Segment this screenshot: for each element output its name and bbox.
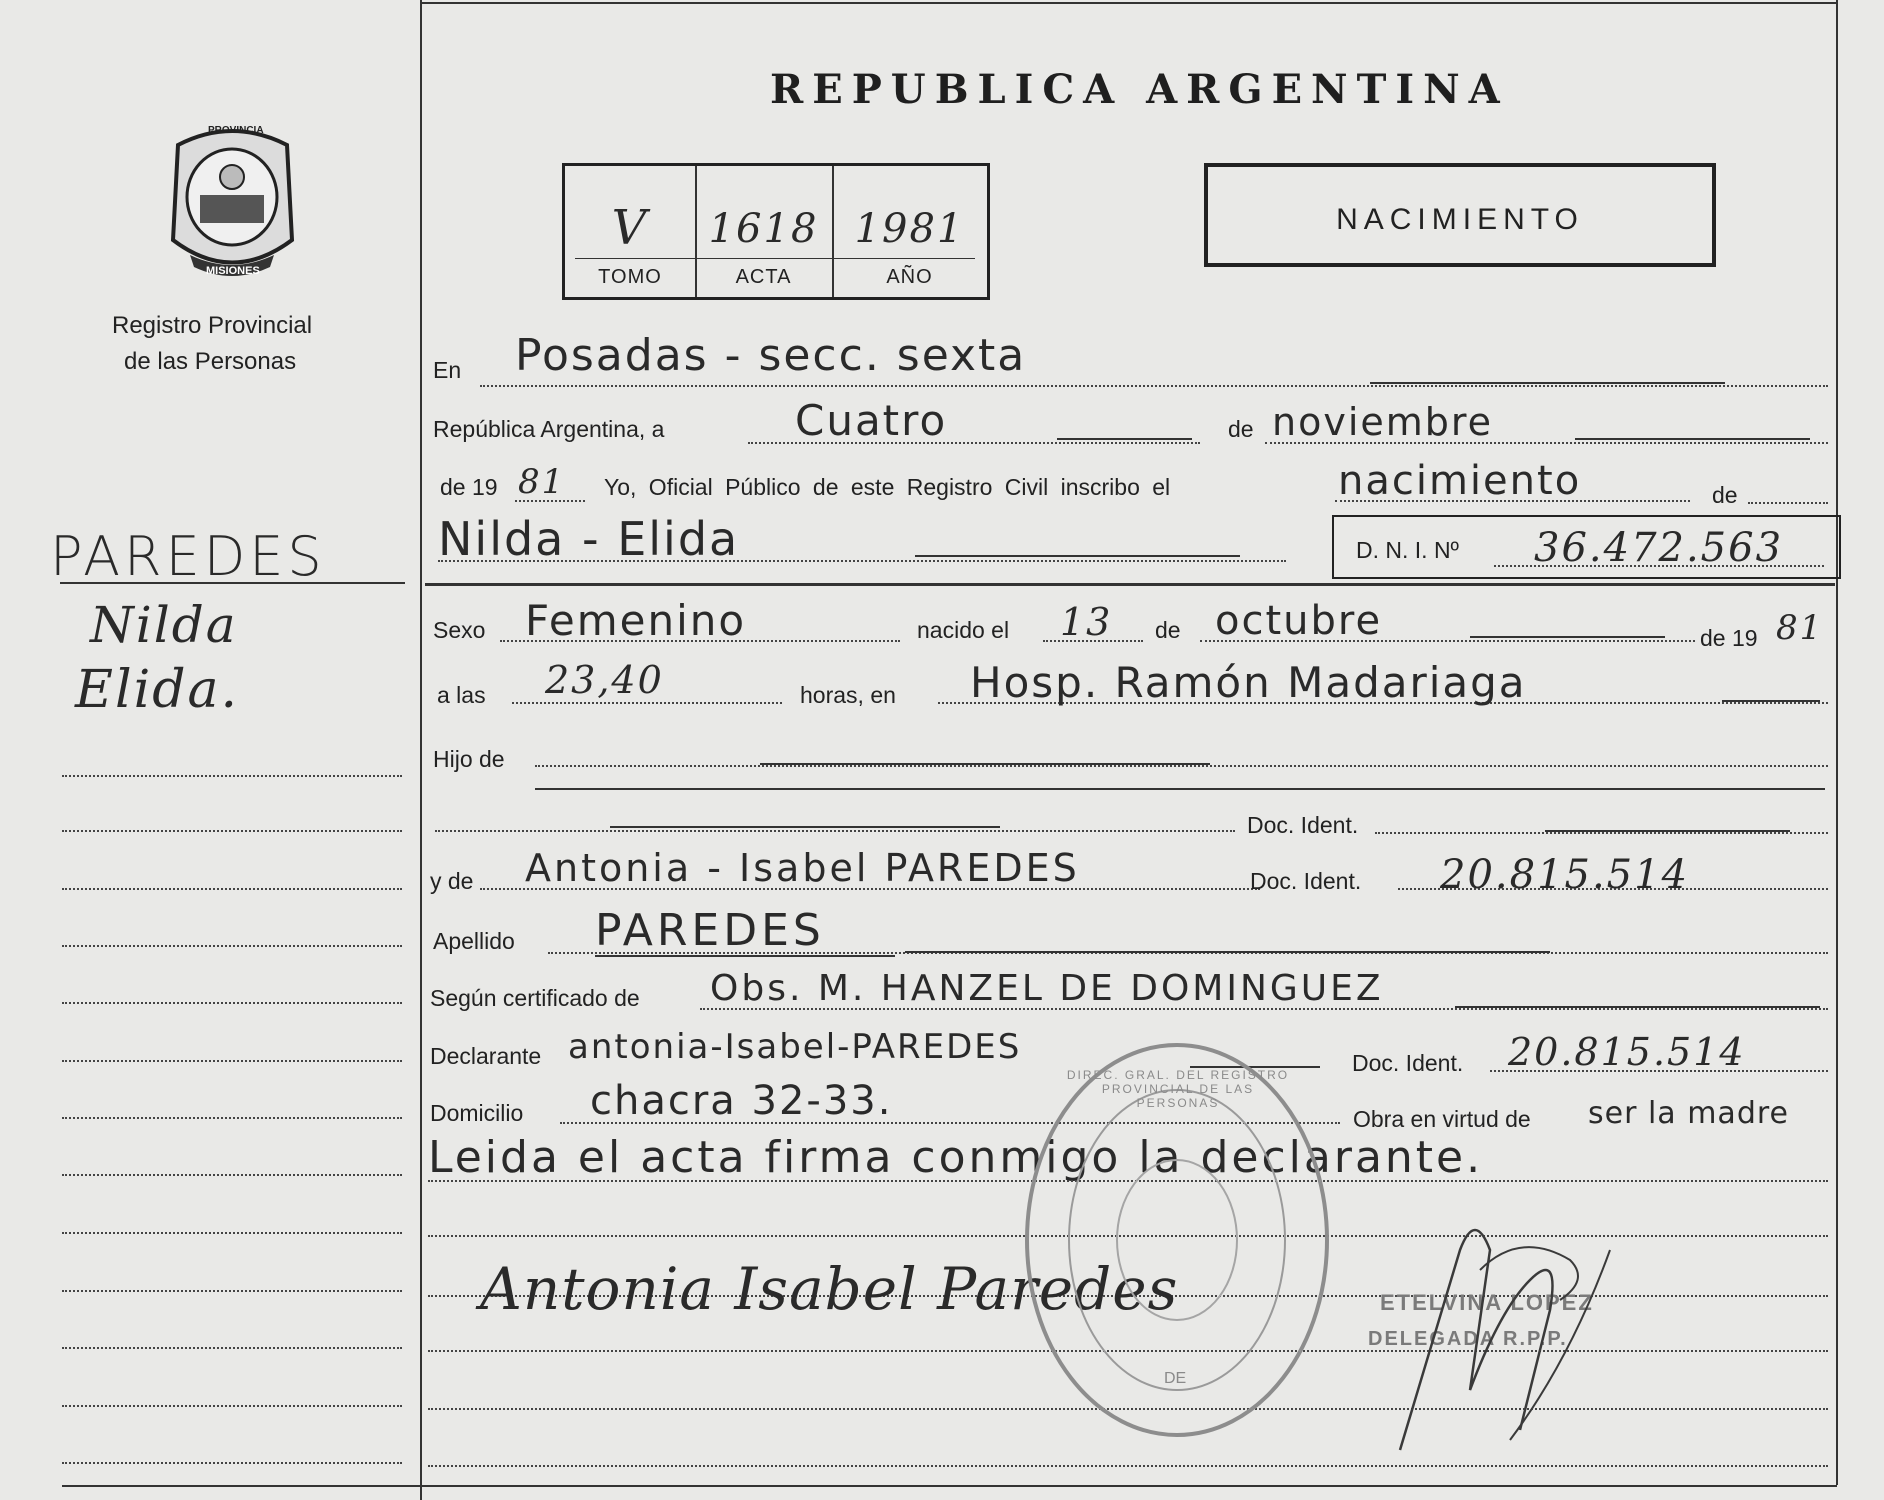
official-title-stamp: DELEGADA R.P.P. bbox=[1368, 1328, 1568, 1350]
declarante-label: Declarante bbox=[430, 1043, 542, 1069]
margin-line bbox=[62, 1347, 402, 1349]
margin-line bbox=[62, 1117, 402, 1119]
margin-line bbox=[62, 888, 402, 890]
obra-label: Obra en virtud de bbox=[1353, 1106, 1531, 1132]
domicilio-value: chacra 32-33. bbox=[590, 1078, 893, 1124]
nombre-line bbox=[438, 560, 1286, 562]
sexo-value: Femenino bbox=[525, 596, 747, 645]
de19-label: de 19 bbox=[440, 474, 498, 500]
dia-dash bbox=[1057, 438, 1192, 440]
mes-dash bbox=[1575, 438, 1810, 440]
hijo-line bbox=[535, 765, 1828, 767]
official-signature bbox=[1360, 1190, 1660, 1460]
anio-handwritten: 81 bbox=[518, 462, 566, 502]
registry-name-line2: de las Personas bbox=[124, 348, 297, 375]
nacido-dia: 13 bbox=[1060, 600, 1113, 644]
dni-box bbox=[1332, 515, 1841, 579]
left-margin-divider bbox=[420, 0, 422, 1500]
margin-line bbox=[62, 945, 402, 947]
apellido-dash bbox=[905, 951, 1550, 953]
anio-label: AÑO bbox=[886, 266, 933, 288]
en-line bbox=[480, 385, 1828, 387]
en-label: En bbox=[433, 357, 462, 383]
certificado-value: Obs. M. HANZEL DE DOMINGUEZ bbox=[710, 968, 1384, 1009]
hijo-rule bbox=[535, 788, 1825, 790]
margin-line bbox=[62, 830, 402, 832]
margin-line bbox=[62, 1405, 402, 1407]
de-label: de bbox=[1228, 416, 1254, 442]
apellido-label: Apellido bbox=[433, 928, 515, 954]
declarante-value: antonia-Isabel-PAREDES bbox=[568, 1027, 1022, 1067]
ref-rule bbox=[575, 258, 975, 259]
de19-label2: de 19 bbox=[1700, 625, 1758, 651]
lugar-value: Hosp. Ramón Madariaga bbox=[970, 658, 1527, 707]
de2-line bbox=[1748, 502, 1828, 504]
tomo-value: V bbox=[611, 200, 649, 256]
round-official-stamp bbox=[1022, 1040, 1332, 1440]
inscribo-text: Yo, Oficial Público de este Registro Civil inscribo el bbox=[604, 474, 1171, 500]
doc-ident-label: Doc. Ident. bbox=[1247, 812, 1359, 838]
country-title: REPUBLICA ARGENTINA bbox=[770, 66, 1509, 113]
hijo-label: Hijo de bbox=[433, 746, 505, 772]
official-name-stamp: ETELVINA LOPEZ bbox=[1380, 1290, 1594, 1315]
declarant-signature: Antonia Isabel Paredes bbox=[480, 1255, 1179, 1323]
seal-text-bottom: MISIONES bbox=[206, 265, 260, 277]
en-value: Posadas - secc. sexta bbox=[515, 330, 1027, 381]
horas-label: horas, en bbox=[800, 682, 896, 708]
margin-line bbox=[62, 1002, 402, 1004]
certificado-dash bbox=[1455, 1006, 1820, 1008]
hijo-dash bbox=[760, 763, 1210, 765]
bottom-rule bbox=[62, 1485, 1837, 1487]
father-doc-number-line bbox=[1375, 832, 1828, 834]
nacido-dash bbox=[1470, 636, 1665, 638]
mes-value: noviembre bbox=[1272, 400, 1494, 444]
nacido-mes: octubre bbox=[1215, 598, 1383, 644]
nombre-value: Nilda - Elida bbox=[438, 512, 740, 566]
de-label3: de bbox=[1155, 617, 1181, 643]
margin-line bbox=[62, 1232, 402, 1234]
margin-name2: Elida. bbox=[75, 660, 240, 720]
acto-value: nacimiento bbox=[1338, 458, 1582, 504]
top-border bbox=[420, 2, 1836, 4]
margin-name1: Nilda bbox=[90, 596, 238, 654]
lugar-dash bbox=[1722, 700, 1820, 702]
declarante-doc: 20.815.514 bbox=[1508, 1030, 1746, 1074]
nacido-anio: 81 bbox=[1776, 608, 1824, 648]
dni-label: D. N. I. Nº bbox=[1356, 537, 1459, 563]
margin-line bbox=[62, 775, 402, 777]
anio-value: 1981 bbox=[854, 206, 965, 252]
province-seal bbox=[160, 125, 305, 285]
doc-ident-label2: Doc. Ident. bbox=[1250, 868, 1362, 894]
republica-label: República Argentina, a bbox=[433, 416, 665, 442]
father-doc-line bbox=[435, 830, 1235, 832]
father-doc-number-dash bbox=[1545, 830, 1790, 832]
margin-line bbox=[62, 1462, 402, 1464]
alas-label: a las bbox=[437, 682, 486, 708]
acta-value: 1618 bbox=[708, 206, 819, 252]
round-stamp-text: DIREC. GRAL. DEL REGISTRO PROVINCIAL DE LAS PERSONAS bbox=[1066, 1068, 1290, 1110]
obra-value: ser la madre bbox=[1588, 1096, 1789, 1131]
acta-label: ACTA bbox=[735, 266, 792, 288]
dia-value: Cuatro bbox=[795, 396, 948, 445]
doc-ident-label3: Doc. Ident. bbox=[1352, 1050, 1464, 1076]
record-type: NACIMIENTO bbox=[1336, 203, 1584, 236]
hora-value: 23,40 bbox=[545, 658, 664, 702]
anio-line bbox=[515, 500, 585, 502]
reference-box bbox=[562, 163, 990, 300]
margin-line bbox=[62, 1060, 402, 1062]
seal-text-top: PROVINCIA bbox=[208, 125, 264, 136]
certificado-label: Según certificado de bbox=[430, 985, 640, 1011]
margin-surname-underline bbox=[60, 582, 405, 584]
record-type-box bbox=[1204, 163, 1716, 267]
blank-line bbox=[428, 1465, 1828, 1467]
apellido-value: PAREDES bbox=[595, 905, 825, 956]
leida-text: Leida el acta firma conmigo la declarante. bbox=[428, 1132, 1484, 1183]
tomo-label: TOMO bbox=[598, 266, 662, 288]
de-label2: de bbox=[1712, 482, 1738, 508]
right-border bbox=[1836, 0, 1838, 1485]
domicilio-label: Domicilio bbox=[430, 1100, 524, 1126]
yde-label: y de bbox=[430, 868, 474, 894]
nombre-dash bbox=[915, 555, 1240, 557]
madre-doc: 20.815.514 bbox=[1440, 852, 1690, 898]
round-stamp-center: DE bbox=[1164, 1370, 1187, 1387]
registry-name-line1: Registro Provincial bbox=[112, 312, 313, 339]
dni-value: 36.472.563 bbox=[1534, 525, 1784, 571]
en-dash bbox=[1370, 382, 1725, 384]
sexo-label: Sexo bbox=[433, 617, 486, 643]
nacido-label: nacido el bbox=[917, 617, 1010, 643]
hora-line bbox=[512, 702, 782, 704]
margin-surname: PAREDES bbox=[50, 525, 326, 588]
father-doc-dash bbox=[610, 826, 1000, 828]
apellido-underline bbox=[595, 955, 895, 957]
margin-line bbox=[62, 1174, 402, 1176]
madre-value: Antonia - Isabel PAREDES bbox=[525, 846, 1080, 890]
margin-line bbox=[62, 1290, 402, 1292]
section-rule bbox=[425, 583, 1835, 586]
